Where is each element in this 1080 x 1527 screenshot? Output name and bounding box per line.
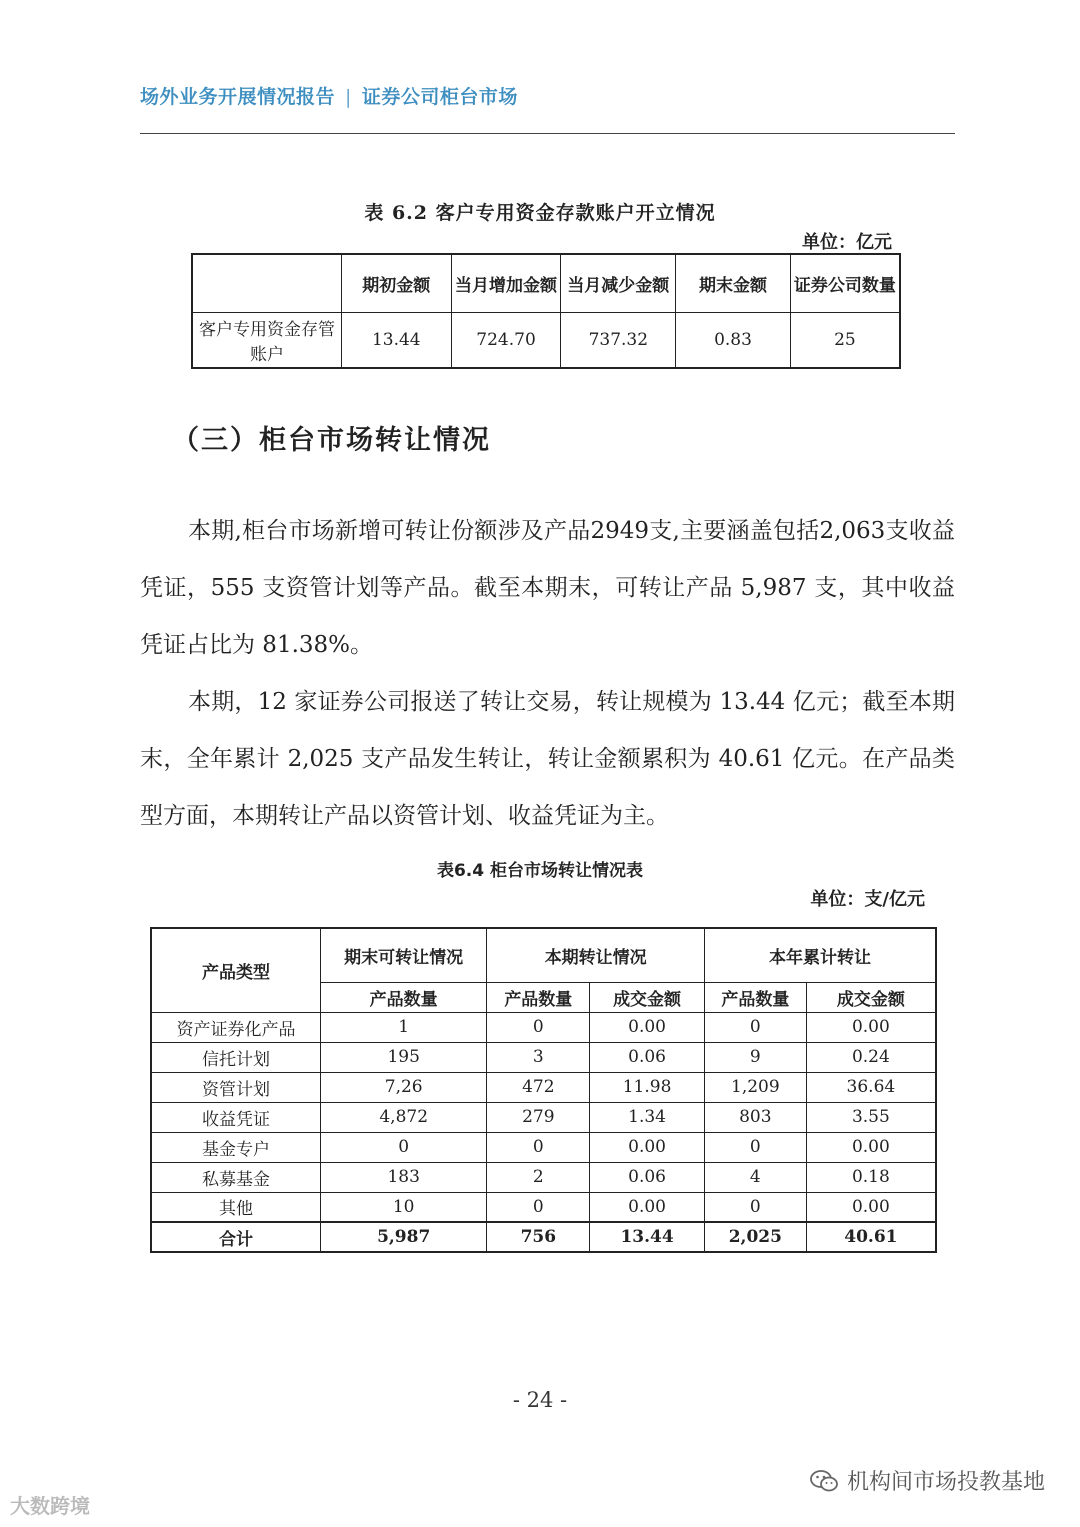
- table64-cell: 0.00: [590, 1192, 705, 1222]
- table64-cell: 11.98: [590, 1072, 705, 1102]
- table64-cell: 4,872: [320, 1102, 487, 1132]
- table64-cell: 0.00: [806, 1012, 936, 1042]
- table-row: [151, 1072, 936, 1102]
- table64-cell: 基金专户: [151, 1132, 320, 1162]
- table62: [191, 253, 901, 369]
- table64-total-row: [151, 1222, 936, 1252]
- table64-cell: 信托计划: [151, 1042, 320, 1072]
- table62-cell: 724.70: [451, 312, 561, 368]
- table64-cell: 资产证券化产品: [151, 1012, 320, 1042]
- table64-cell: 13.44: [590, 1222, 705, 1252]
- table62-header-cell: 当月减少金额: [561, 254, 676, 312]
- table64-cell: 收益凭证: [151, 1102, 320, 1132]
- table62-header-cell: 期初金额: [341, 254, 451, 312]
- table64-cell: 1: [320, 1012, 487, 1042]
- table62-row: [192, 312, 900, 368]
- table64-cell: 5,987: [320, 1222, 487, 1252]
- table64-cell: 9: [704, 1042, 806, 1072]
- table64-header-cell: 产品类型: [151, 928, 320, 1012]
- wechat-watermark: [809, 1465, 1045, 1496]
- table64-header-cell: 成交金额: [590, 982, 705, 1012]
- section-heading: （三）柜台市场转让情况: [172, 425, 491, 456]
- table62-unit: 单位：亿元: [802, 232, 892, 253]
- page-number: - 24 -: [512, 1388, 568, 1412]
- table64-header-cell: 成交金额: [806, 982, 936, 1012]
- table64-cell: 3: [487, 1042, 590, 1072]
- table62-cell: 25: [790, 312, 900, 368]
- table64-cell: 1,209: [704, 1072, 806, 1102]
- table64-header-cell: 期末可转让情况: [320, 928, 487, 982]
- table64-cell: 3.55: [806, 1102, 936, 1132]
- table64-header-cell: 本期转让情况: [487, 928, 704, 982]
- table64-cell: 资管计划: [151, 1072, 320, 1102]
- table64-header-cell: 产品数量: [704, 982, 806, 1012]
- table-row: [151, 1162, 936, 1192]
- table64-cell: 0: [487, 1192, 590, 1222]
- table62-cell: 13.44: [341, 312, 451, 368]
- table62-cell: 737.32: [561, 312, 676, 368]
- table64-cell: 其他: [151, 1192, 320, 1222]
- table64-cell: 0: [704, 1132, 806, 1162]
- paragraph: 本期,柜台市场新增可转让份额涉及产品2949支,主要涵盖包括2,063支收益凭证，555 支资管计划等产品。截至本期末，可转让产品 5,987 支，其中收益凭证占比为 81.38%。: [140, 518, 955, 658]
- running-header: [140, 82, 518, 109]
- table64-cell: 0.00: [806, 1192, 936, 1222]
- table-row: [151, 1102, 936, 1132]
- table64-header-cell: 产品数量: [487, 982, 590, 1012]
- table64-cell: 4: [704, 1162, 806, 1192]
- table64-group-header-row: [151, 928, 936, 982]
- table64-cell: 0.00: [590, 1132, 705, 1162]
- watermark-text: 机构间市场投教基地: [846, 1470, 1045, 1495]
- table64-cell: 7,26: [320, 1072, 487, 1102]
- table-row: [151, 1012, 936, 1042]
- table64-title: 表6.4 柜台市场转让情况表: [436, 861, 644, 881]
- table64-cell: 279: [487, 1102, 590, 1132]
- header-rule: [140, 133, 955, 134]
- wechat-icon: [809, 1469, 839, 1493]
- table64-cell: 472: [487, 1072, 590, 1102]
- table64-cell: 1.34: [590, 1102, 705, 1132]
- table64-cell: 合计: [151, 1222, 320, 1252]
- table64-cell: 0: [487, 1132, 590, 1162]
- table-row: [151, 1192, 936, 1222]
- table64-cell: 2: [487, 1162, 590, 1192]
- paragraph: 本期，12 家证券公司报送了转让交易，转让规模为 13.44 亿元；截至本期末，全年累计 2,025 支产品发生转让，转让金额累积为 40.61 亿元。在产品类型方面，本期转让产品以资管计划、收益凭证为主。: [140, 689, 955, 829]
- header-report-title: 场外业务开展情况报告: [140, 86, 336, 108]
- table64: [150, 927, 937, 1253]
- table64-cell: 0: [704, 1012, 806, 1042]
- table64-cell: 0.24: [806, 1042, 936, 1072]
- table64-cell: 2,025: [704, 1222, 806, 1252]
- header-section-title: 证券公司柜台市场: [361, 86, 518, 108]
- table64-cell: 0.00: [806, 1132, 936, 1162]
- table64-cell: 0: [487, 1012, 590, 1042]
- table64-cell: 40.61: [806, 1222, 936, 1252]
- table62-cell: 客户专用资金存管账户: [192, 312, 341, 368]
- table62-cell: 0.83: [676, 312, 791, 368]
- table64-cell: 803: [704, 1102, 806, 1132]
- table64-cell: 0: [320, 1132, 487, 1162]
- table64-cell: 36.64: [806, 1072, 936, 1102]
- table64-cell: 0: [704, 1192, 806, 1222]
- table64-cell: 0.06: [590, 1042, 705, 1072]
- table-row: [151, 1042, 936, 1072]
- header-separator: |: [345, 86, 352, 108]
- table62-header-cell: [192, 254, 341, 312]
- table62-header-row: [192, 254, 900, 312]
- table62-title: 表 6.2 客户专用资金存款账户开立情况: [364, 202, 716, 224]
- table64-cell: 0.18: [806, 1162, 936, 1192]
- table64-cell: 756: [487, 1222, 590, 1252]
- table64-header-cell: 本年累计转让: [704, 928, 936, 982]
- table64-cell: 183: [320, 1162, 487, 1192]
- table62-header-cell: 当月增加金额: [451, 254, 561, 312]
- table64-cell: 10: [320, 1192, 487, 1222]
- table62-header-cell: 证券公司数量: [790, 254, 900, 312]
- corner-watermark: 大数跨境: [10, 1494, 90, 1518]
- table64-cell: 0.00: [590, 1012, 705, 1042]
- table64-cell: 195: [320, 1042, 487, 1072]
- table64-header-cell: 产品数量: [320, 982, 487, 1012]
- table64-cell: 0.06: [590, 1162, 705, 1192]
- table62-header-cell: 期末金额: [676, 254, 791, 312]
- table-row: [151, 1132, 936, 1162]
- table64-cell: 私募基金: [151, 1162, 320, 1192]
- table64-unit: 单位：支/亿元: [810, 889, 925, 910]
